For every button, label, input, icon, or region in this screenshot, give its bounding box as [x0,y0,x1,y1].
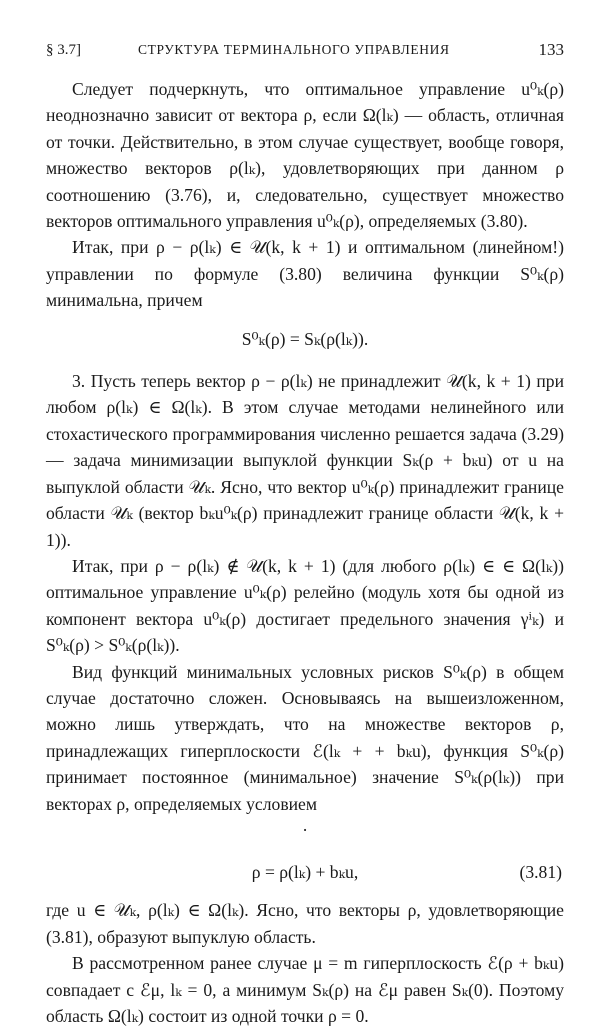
stray-dot: · [302,819,308,840]
section-reference: § 3.7] [46,42,81,58]
equation-3-81-body: ρ = ρ(lₖ) + bₖu, [251,861,359,882]
paragraph-5: Вид функций минимальных условных рисков S⁰ₖ(ρ) в общем случае достаточно сложен. Основываясь на вышеизложенном, можно лишь утверждать, что на множестве векторов ρ, принадлежащих гиперплоскости ℰ(lₖ + + bₖu), функция S⁰ₖ(ρ) принимает постоянное (минимальное) значение S⁰ₖ(ρ(lₖ)) при векторах ρ, определяемых условием [46,661,564,814]
chapter-title: СТРУКТУРА ТЕРМИНАЛЬНОГО УПРАВЛЕНИЯ [138,42,450,57]
paragraph-1: Следует подчеркнуть, что оптимальное управление u⁰ₖ(ρ) неоднозначно зависит от вектора ρ, если Ω(lₖ) — область, отличная от точки. Действительно, в этом случае существует, вообще говоря, множество векторов ρ(lₖ), удовлетворяющих при данном ρ соотношению (3.76), и, следовательно, существует множество векторов оптимального управления u⁰ₖ(ρ), определяемых (3.80). [46,79,564,232]
equation-3-81 [46,859,564,885]
running-header [46,40,564,64]
page-body [46,76,564,1029]
formula-minimum-risk: S⁰ₖ(ρ) = Sₖ(ρ(lₖ)). [241,328,369,349]
paragraph-7: В рассмотренном ранее случае μ = m гиперплоскость ℰ(ρ + bₖu) совпадает с ℰμ, lₖ = 0, а минимум Sₖ(ρ) на ℰμ равен Sₖ(0). Поэтому область Ω(lₖ) состоит из одной точки ρ = 0. [46,953,564,1026]
paragraph-3: 3. Пусть теперь вектор ρ − ρ(lₖ) не принадлежит 𝒰(k, k + 1) при любом ρ(lₖ) ∈ Ω(lₖ). В этом случае методами нелинейного или стохастического программирования численно решается задача (3.29) — задача минимизации выпуклой функции Sₖ(ρ + bₖu) от u на выпуклой области 𝒰ₖ. Ясно, что вектор u⁰ₖ(ρ) принадлежит границе области 𝒰ₖ (вектор bₖu⁰ₖ(ρ) принадлежит границе области 𝒰(k, k + 1)). [46,371,564,550]
paragraph-4: Итак, при ρ − ρ(lₖ) ∉ 𝒰(k, k + 1) (для любого ρ(lₖ) ∈ ∈ Ω(lₖ)) оптимальное управление u⁰ₖ(ρ) релейно (модуль хотя бы одной из компонент вектора u⁰ₖ(ρ) достигает предельного значения γⁱₖ) и S⁰ₖ(ρ) > S⁰ₖ(ρ(lₖ)). [46,555,564,656]
equation-number: (3.81) [519,861,562,882]
paragraph-6: где u ∈ 𝒰ₖ, ρ(lₖ) ∈ Ω(lₖ). Ясно, что векторы ρ, удовлетворяющие (3.81), образуют выпуклую область. [46,900,564,947]
paragraph-2: Итак, при ρ − ρ(lₖ) ∈ 𝒰(k, k + 1) и оптимальном (линейном!) управлении по формуле (3.80) величина функции S⁰ₖ(ρ) минимальна, причем [46,237,564,311]
page-number: 133 [538,40,564,59]
